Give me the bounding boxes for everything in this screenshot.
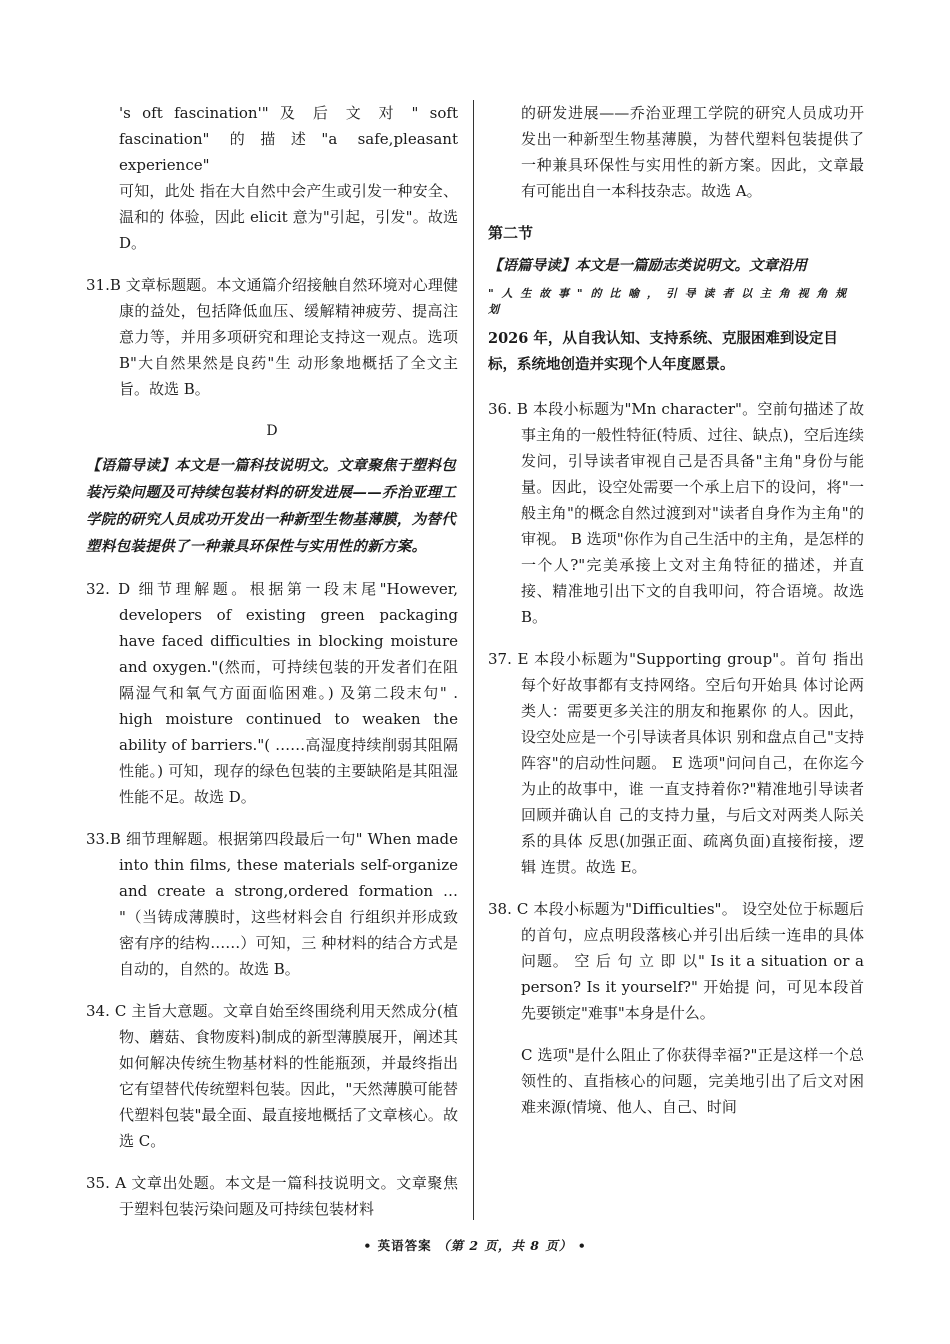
right-column — [488, 100, 864, 1120]
continued-answer-body: 可知，此处 指在大自然中会产生或引发一种安全、温和的 体验，因此 elicit 意为"引起，引发"。故选 D。 — [119, 182, 458, 252]
continued-answer-intro: 's oft fascination'" 及 后 文 对 " soft fascination" 的描述"a safe,pleasant experience" — [119, 104, 458, 174]
section-two-title: 第二节 — [488, 224, 534, 242]
page-footer — [0, 1236, 950, 1254]
column-divider — [473, 100, 474, 1220]
answer-35: 35. A 文章出处题。本文是一篇科技说明文。文章聚焦于塑料包装污染问题及可持续包装材料 — [86, 1174, 458, 1218]
answer-31: 31.B 文章标题题。本文通篇介绍接触自然环境对心理健康的益处，包括降低血压、缓解精神疲劳、提高注意力等，并用多项研究和理论支持这一观点。选项 B"大自然果然是良药"生 动形象地概括了全文主旨。故选 B。 — [86, 276, 458, 398]
answer-38-continued: C 选项"是什么阻止了你获得幸福?"正是这样一个总领性的、直指核心的问题，完美地引出了后文对困难来源(情境、他人、自己、时间 — [521, 1046, 864, 1116]
answer-34: 34. C 主旨大意题。文章自始至终围绕利用天然成分(植物、蘑菇、食物废料)制成的新型薄膜展开，阐述其如何解决传统生物基材料的性能瓶颈，并最终指出它有望替代传统塑料包装。因此，"天然薄膜可能替代塑料包装"最全面、最直接地概括了文章核心。故选 C。 — [86, 1002, 458, 1150]
left-column — [86, 100, 458, 1222]
passage-guide-line-2: " 人 生 故 事 " 的 比 喻 ， 引 导 读 者 以 主 角 视 角 规 划 — [488, 287, 849, 316]
footer-bullet: • — [577, 1238, 587, 1253]
answer-37: 37. E 本段小标题为"Supporting group"。首句 指出每个好故事都有支持网络。空后句开始具 体讨论两类人：需要更多关注的朋友和拖累你 的人。因此，设空处应是一个引导读者具体识 别和盘点自己"支持阵容"的启动性问题。 E 选项"问问自己，在你迄今为止的故事中，谁 一直支持着你?"精准地引导读者回顾并确认自 己的支持力量，与后文对两类人际关系的具体 反思(加强正面、疏离负面)直接衔接，逻辑 连贯。故选 E。 — [488, 650, 864, 876]
answer-33: 33.B 细节理解题。根据第四段最后一句" When made into thin films, these materials self-organize and create a strong,ordered formation … "（当铸成薄膜时，这些材料会自 行组织并形成致密有序的结构……）可知，三 种材料的结合方式是自动的，自然的。故选 B。 — [86, 830, 458, 978]
answer-36: 36. B 本段小标题为"Mn character"。空前句描述了故事主角的一般性特征(特质、过往、缺点)，空后连续发问，引导读者审视自己是否具备"主角"身份与能量。因此，设空处需要一个承上启下的设问，将"一般主角"的概念自然过渡到对"读者自身作为主角"的审视。 B 选项"你作为自己生活中的主角，是怎样的一个人?"完美承接上文对主角特征的描述，并直接、精准地引出下文的自我叩问，符合语境。故选 B。 — [488, 400, 864, 626]
answer-38: 38. C 本段小标题为"Difficulties"。 设空处位于标题后的首句，应点明段落核心并引出后续一连串的具体问题。 空 后 句 立 即 以" Is it a situation or a person? Is it yourself?" 开始提 问，可见本段首先要锁定"难事"本身是什么。 — [488, 900, 864, 1022]
section-d-heading: D — [266, 423, 278, 439]
passage-guide-d: 【语篇导读】本文是一篇科技说明文。文章聚焦于塑料包装污染问题及可持续包装材料的研发进展——乔治亚理工学院的研究人员成功开发出一种新型生物基薄膜，为替代塑料包装提供了一种兼具环保性与实用性的新方案。 — [86, 457, 456, 555]
footer-subject: • 英语答案 — [363, 1238, 432, 1253]
footer-page-number: （第 2 页，共 8 页） — [437, 1238, 573, 1253]
passage-guide-line-3: 2026 年，从自我认知、支持系统、克服困难到设定目标，系统地创造并实现个人年度愿景。 — [488, 330, 838, 373]
answer-32: 32. D 细节理解题。根据第一段末尾"However, developers of existing green packaging have faced difficulties in blocking moisture and oxygen."(然而，可持续包装的开发者们在阻隔湿气和氧气方面面临困难。) 及第二段末句" . high moisture continued to weaken the ability of barriers."( ……高湿度持续削弱其阻隔性能。) 可知，现存的绿色包装的主要缺陷是其阻湿性能不足。故选 D。 — [86, 580, 458, 806]
answer-35-continued: 的研发进展——乔治亚理工学院的研究人员成功开发出一种新型生物基薄膜，为替代塑料包装提供了一种兼具环保性与实用性的新方案。因此，文章最有可能出自一本科技杂志。故选 A。 — [521, 104, 864, 200]
passage-guide-line-1: 【语篇导读】本文是一篇励志类说明文。文章沿用 — [488, 257, 807, 274]
